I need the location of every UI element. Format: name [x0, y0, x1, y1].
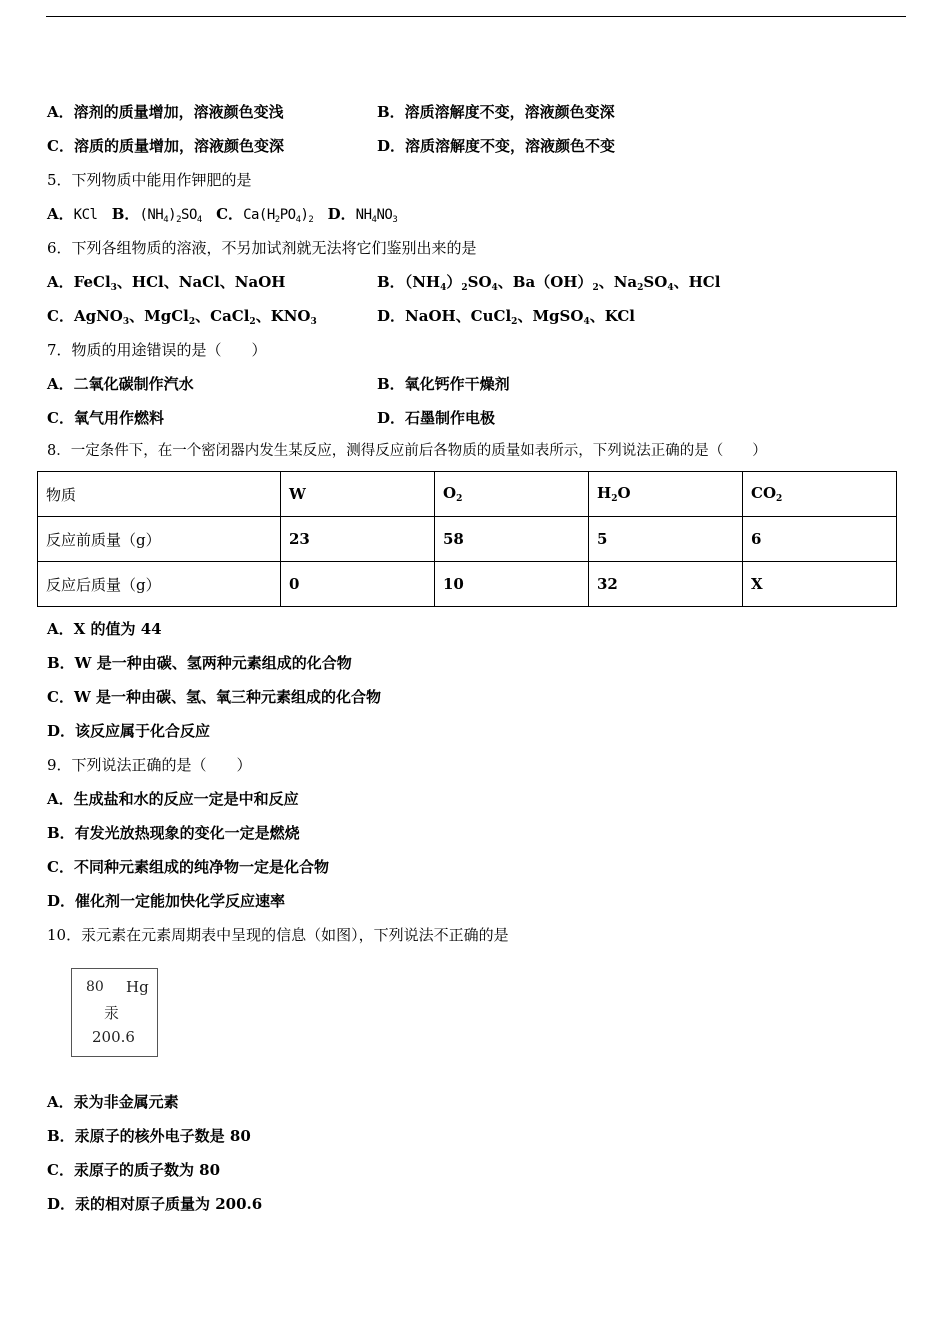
- q4-option-c: C．溶质的质量增加，溶液颜色变深: [47, 137, 284, 155]
- q5-stem: 5．下列物质中能用作钾肥的是: [47, 171, 252, 189]
- q8-option-d: D．该反应属于化合反应: [47, 722, 211, 740]
- q6-stem: 6．下列各组物质的溶液，不另加试剂就无法将它们鉴别出来的是: [47, 239, 477, 257]
- q6-option-b: B．$(NH_4)_2SO_4$、$Ba(OH)_2$、$Na_2SO_4$、HCl: [377, 273, 721, 293]
- element-name: 汞: [104, 1004, 120, 1022]
- q9-stem: 9．下列说法正确的是（ ）: [47, 756, 252, 774]
- table-cell: 0: [281, 562, 435, 607]
- table-cell: $O_2$: [435, 472, 589, 517]
- table-cell: 6: [743, 517, 897, 562]
- atomic-number: 80: [86, 979, 104, 995]
- header-rule: [46, 16, 906, 17]
- q9-option-b: B．有发光放热现象的变化一定是燃烧: [47, 824, 300, 842]
- table-cell: 反应后质量（g）: [38, 562, 281, 607]
- table-row: [38, 562, 897, 607]
- table-cell: 反应前质量（g）: [38, 517, 281, 562]
- q9-option-c: C．不同种元素组成的纯净物一定是化合物: [47, 858, 329, 876]
- table-cell: 5: [589, 517, 743, 562]
- q8-stem: 8．一定条件下，在一个密闭器内发生某反应，测得反应前后各物质的质量如表所示，下列说法正确的是（ ）: [47, 443, 767, 459]
- q8-option-b: B．W 是一种由碳、氢两种元素组成的化合物: [47, 654, 352, 672]
- element-symbol: Hg: [126, 978, 149, 996]
- table-cell: X: [743, 562, 897, 607]
- q7-option-c: C．氧气用作燃料: [47, 409, 164, 427]
- q6-option-a: A．FeCl$_3$、HCl、NaCl、NaOH: [47, 273, 286, 293]
- atomic-mass: 200.6: [92, 1028, 135, 1046]
- q7-option-b: B．氧化钙作干燥剂: [377, 375, 510, 393]
- q7-stem: 7．物质的用途错误的是（ ）: [47, 341, 267, 359]
- q9-option-d: D．催化剂一定能加快化学反应速率: [47, 892, 286, 910]
- q5-options: A．KCl B．$(NH_4)_2SO_4$ C．$Ca(H_2PO_4)_2$ D．$NH_4NO_3$: [47, 205, 398, 225]
- q4-option-d: D．溶质溶解度不变，溶液颜色不变: [377, 137, 616, 155]
- q8-option-a: A．X 的值为 44: [47, 620, 162, 638]
- q10-option-c: C．汞原子的质子数为 80: [47, 1161, 221, 1179]
- table-cell: 58: [435, 517, 589, 562]
- q10-option-d: D．汞的相对原子质量为 200.6: [47, 1195, 263, 1213]
- mass-table: [37, 471, 897, 607]
- q8-option-c: C．W 是一种由碳、氢、氧三种元素组成的化合物: [47, 688, 382, 706]
- table-cell: 23: [281, 517, 435, 562]
- q4-option-b: B．溶质溶解度不变，溶液颜色变深: [377, 103, 615, 121]
- q9-option-a: A．生成盐和水的反应一定是中和反应: [47, 790, 299, 808]
- q7-option-d: D．石墨制作电极: [377, 409, 496, 427]
- q6-option-d: D．NaOH、CuCl$_2$、MgSO$_4$、KCl: [377, 307, 635, 327]
- q4-option-a: A．溶剂的质量增加，溶液颜色变浅: [47, 103, 284, 121]
- q7-option-a: A．二氧化碳制作汽水: [47, 375, 194, 393]
- table-header-row: [38, 472, 897, 517]
- table-cell: $H_2O$: [589, 472, 743, 517]
- table-cell: 10: [435, 562, 589, 607]
- table-cell: W: [281, 472, 435, 517]
- table-cell: $CO_2$: [743, 472, 897, 517]
- q6-option-c: C．AgNO$_3$、MgCl$_2$、CaCl$_2$、$KNO_3$: [47, 307, 317, 327]
- table-row: [38, 517, 897, 562]
- q10-option-a: A．汞为非金属元素: [47, 1093, 179, 1111]
- table-cell: 32: [589, 562, 743, 607]
- q10-stem: 10．汞元素在元素周期表中呈现的信息（如图），下列说法不正确的是: [47, 926, 509, 944]
- q10-option-b: B．汞原子的核外电子数是 80: [47, 1127, 251, 1145]
- periodic-element-card: [71, 968, 158, 1057]
- table-cell: 物质: [38, 472, 281, 517]
